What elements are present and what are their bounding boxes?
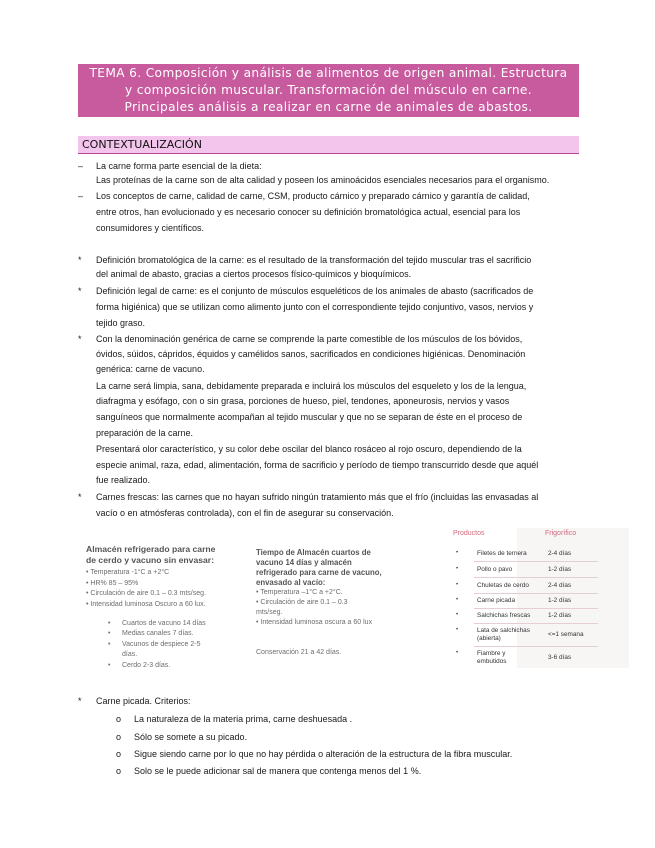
text-line: Presentará olor característico, y su color debe oscilar del blanco rosáceo al rojo oscuro, dependiendo de la [96, 444, 522, 454]
table-cell-product: Lata de salchichas [477, 627, 530, 634]
table-cell-time: 2-4 días [548, 582, 572, 589]
fig-bullet: • [108, 630, 111, 637]
text-line: vacío o en atmósferas controlada), con el fin de asegurar su conservación. [96, 508, 394, 518]
fig-text: • Circulación de aire 0.1 – 0.3 mts/seg. [86, 590, 206, 597]
text-line: Sólo se somete a su picado. [134, 732, 248, 742]
table-bullet: • [456, 582, 459, 588]
fig-text: Cerdo 2-3 días. [122, 662, 171, 669]
dash-marker: – [78, 161, 84, 171]
table-header-fridge: Frigorífico [545, 530, 577, 537]
text-line: sanguíneos que normalmente acompañan al tejido muscular y que no se separan de éste en el proceso de [96, 412, 523, 422]
text-line: Carnes frescas: las carnes que no hayan sufrido ningún tratamiento más que el frío (incluidas las envasadas al [96, 492, 539, 502]
bullet-marker: * [78, 286, 82, 296]
table-cell-time: 1-2 días [548, 597, 572, 604]
table-cell-product: Salchichas frescas [477, 612, 531, 619]
table-rule [474, 608, 598, 609]
text-line: Los conceptos de carne, calidad de carne, CSM, producto cárnico y preparado cárnico y garantía de calidad, [96, 191, 530, 201]
document-title [78, 64, 579, 117]
table-cell-time: 1-2 días [548, 612, 572, 619]
fig-text: • Circulación de aire 0.1 – 0.3 [256, 599, 348, 606]
fig-text: Vacunos de despiece 2-5 [122, 641, 201, 648]
sub-bullet-marker: o [116, 732, 122, 742]
bullet-marker: * [78, 696, 82, 706]
fig-heading: refrigerado para carne de vacuno, [256, 568, 382, 577]
text-line: diafragma y esófago, con o sin grasa, porciones de hueso, piel, tendones, aponeurosis, nervios y vasos [96, 396, 510, 406]
table-cell-product: Chuletas de cerdo [477, 582, 529, 589]
table-cell-product: Filetes de ternera [477, 550, 527, 557]
table-cell-product: embutidos [477, 658, 507, 665]
fig-bullet: • [108, 620, 111, 627]
fig-text: mts/seg. [256, 609, 283, 616]
text-line: La carne forma parte esencial de la dieta: [96, 161, 262, 171]
fig-text: • Temperatura -1°C a +2°C [86, 569, 170, 576]
watermark-seal [517, 528, 629, 668]
table-cell-time: 2-4 días [548, 550, 572, 557]
table-rule [474, 561, 598, 562]
text-line: Carne picada. Criterios: [96, 696, 191, 706]
bullet-marker: * [78, 255, 82, 265]
text-line: consumidores y científicos. [96, 223, 205, 233]
section-heading-text: CONTEXTUALIZACIÓN [82, 138, 202, 151]
text-line: Con la denominación genérica de carne se comprende la parte comestible de los músculos de los bóvidos, [96, 334, 523, 344]
fig-text: Cuartos de vacuno 14 días [122, 620, 206, 627]
table-bullet: • [456, 627, 459, 633]
table-rule [474, 623, 598, 624]
fig-heading: Almacén refrigerado para carne [86, 544, 216, 554]
fig-text: • Temperatura –1°C a +2°C. [256, 589, 343, 596]
text-line: Solo se le puede adicionar sal de manera que contenga menos del 1 %. [134, 766, 422, 776]
table-rule [474, 577, 598, 578]
fig-heading: envasado al vacío: [256, 578, 326, 587]
table-bullet: • [456, 597, 459, 603]
text-line: fue realizado. [96, 475, 151, 485]
table-cell-product: (abierta) [477, 635, 501, 642]
text-line: del animal de abasto, gracias a ciertos procesos físico-químicos y bioquímicos. [96, 269, 412, 279]
sub-bullet-marker: o [116, 749, 122, 759]
text-line: Definición legal de carne: es el conjunto de músculos esqueléticos de los animales de abasto (sacrificados de [96, 286, 534, 296]
fig-text: • Intensidad luminosa Oscuro a 60 lux. [86, 601, 206, 608]
sub-bullet-marker: o [116, 714, 122, 724]
table-bullet: • [456, 550, 459, 556]
sub-bullet-marker: o [116, 766, 122, 776]
text-line: Sigue siendo carne por lo que no hay pérdida o alteración de la estructura de la fibra muscular. [134, 749, 513, 759]
bullet-marker: * [78, 492, 82, 502]
table-cell-time: 3-6 días [548, 654, 572, 661]
section-heading [78, 136, 579, 154]
table-cell-time: <=1 semana [548, 631, 584, 638]
fig-text: Conservación 21 a 42 días. [256, 649, 342, 656]
table-rule [474, 593, 598, 594]
text-line: forma higiénica) que se utilizan como alimento junto con el correspondiente tejido conjuntivo, vasos, nervios y [96, 302, 534, 312]
text-line: Definición bromatológica de la carne: es el resultado de la transformación del tejido muscular tras el sacrificio [96, 255, 532, 265]
text-line: entre otros, han evolucionado y es necesario conocer su definición bromatológica actual, esencial para los [96, 207, 521, 217]
text-line: preparación de la carne. [96, 428, 194, 438]
fig-bullet: • [108, 662, 111, 669]
table-bullet: • [456, 650, 459, 656]
table-cell-product: Pollo o pavo [477, 566, 513, 573]
fig-heading: vacuno 14 días y almacén [256, 558, 352, 567]
text-line: Las proteínas de la carne son de alta calidad y poseen los aminoácidos esenciales necesarios para el organismo. [96, 175, 550, 185]
text-line: genérica: carne de vacuno. [96, 364, 205, 374]
text-line: La carne será limpia, sana, debidamente preparada e incluirá los músculos del esqueleto y los de la lengua, [96, 381, 527, 391]
fig-text: • HR% 85 – 95% [86, 580, 139, 587]
title-line-3: Principales análisis a realizar en carne de animales de abastos. [124, 100, 533, 114]
dash-marker: – [78, 191, 84, 201]
bullet-marker: * [78, 334, 82, 344]
fig-bullet: • [108, 641, 111, 648]
title-line-2: y composición muscular. Transformación del músculo en carne. [124, 83, 533, 97]
fig-text: días. [122, 651, 138, 658]
text-line: especie animal, raza, edad, alimentación, forma de sacrificio y período de tiempo transcurrido desde que aquél [96, 460, 539, 470]
table-cell-product: Fiambre y [477, 650, 506, 657]
fig-text: Medias canales 7 días. [122, 630, 194, 637]
text-line: óvidos, súidos, cápridos, équidos y camélidos sanos, sacrificados en condiciones higiénicas. Denominación [96, 349, 526, 359]
table-cell-product: Carne picada [477, 597, 516, 604]
fig-text: • Intensidad luminosa oscura a 60 lux [256, 619, 373, 626]
table-header-products: Productos [453, 530, 485, 537]
text-line: La naturaleza de la materia prima, carne deshuesada . [134, 714, 353, 724]
text-line: tejido graso. [96, 318, 146, 328]
title-line-1: TEMA 6. Composición y análisis de alimentos de origen animal. Estructura [89, 66, 568, 80]
table-rule [474, 646, 598, 647]
fig-heading: de cerdo y vacuno sin envasar: [86, 555, 215, 565]
table-cell-time: 1-2 días [548, 566, 572, 573]
fig-heading: Tiempo de Almacén cuartos de [256, 548, 371, 557]
table-bullet: • [456, 612, 459, 618]
table-bullet: • [456, 566, 459, 572]
